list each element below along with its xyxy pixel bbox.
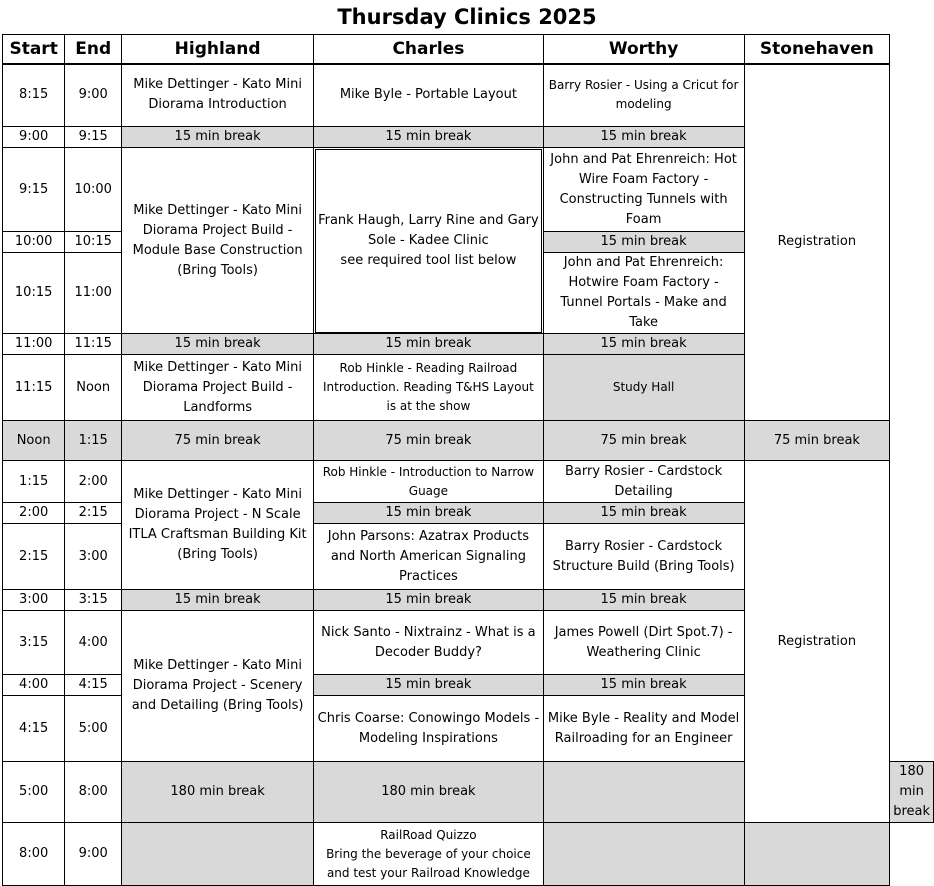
end-time: 11:15 <box>65 334 122 355</box>
session-cell: Mike Byle - Portable Layout <box>314 64 543 127</box>
session-cell: Mike Dettinger - Kato Mini Diorama Project Build - Landforms <box>122 355 314 421</box>
end-time: 2:15 <box>65 503 122 524</box>
session-cell: Chris Coarse: Conowingo Models - Modeling Inspirations <box>314 696 543 762</box>
break-cell: 75 min break <box>314 421 543 461</box>
end-time: 2:00 <box>65 461 122 503</box>
table-row <box>3 461 934 503</box>
session-cell: James Powell (Dirt Spot.7) - Weathering Clinic <box>543 611 744 675</box>
session-cell <box>314 823 543 886</box>
end-time: 9:00 <box>65 64 122 127</box>
page-title: Thursday Clinics 2025 <box>337 5 597 29</box>
start-time: 4:00 <box>3 675 65 696</box>
break-cell: 15 min break <box>122 590 314 611</box>
start-time: 4:15 <box>3 696 65 762</box>
start-time: 3:00 <box>3 590 65 611</box>
break-cell: 15 min break <box>314 334 543 355</box>
registration-cell: Registration <box>744 461 890 823</box>
end-time: 3:00 <box>65 524 122 590</box>
start-time: 2:00 <box>3 503 65 524</box>
schedule-table <box>2 34 934 886</box>
end-time: 4:15 <box>65 675 122 696</box>
start-time: 9:00 <box>3 127 65 148</box>
end-time: 8:00 <box>65 762 122 823</box>
start-time: 2:15 <box>3 524 65 590</box>
break-cell: 15 min break <box>543 590 744 611</box>
empty-cell <box>122 823 314 886</box>
start-time: 8:15 <box>3 64 65 127</box>
end-time: 9:15 <box>65 127 122 148</box>
header-worthy: Worthy <box>543 35 744 64</box>
start-time: 5:00 <box>3 762 65 823</box>
session-cell: Mike Byle - Reality and Model Railroading for an Engineer <box>543 696 744 762</box>
session-cell: Mike Dettinger - Kato Mini Diorama Project Build - Module Base Construction (Bring Tools) <box>122 148 314 334</box>
session-cell: Barry Rosier - Cardstock Structure Build (Bring Tools) <box>543 524 744 590</box>
session-cell: John and Pat Ehrenreich: Hotwire Foam Factory - Tunnel Portals - Make and Take <box>543 253 744 334</box>
session-cell: Barry Rosier - Using a Cricut for modeling <box>543 64 744 127</box>
table-row <box>3 64 934 127</box>
end-time: Noon <box>65 355 122 421</box>
session-note: see required tool list below <box>340 252 517 268</box>
start-time: 10:00 <box>3 232 65 253</box>
session-cell: John and Pat Ehrenreich: Hot Wire Foam Factory - Constructing Tunnels with Foam <box>543 148 744 232</box>
empty-cell <box>744 823 890 886</box>
empty-cell <box>543 762 744 823</box>
start-time: 1:15 <box>3 461 65 503</box>
session-cell: Mike Dettinger - Kato Mini Diorama Introduction <box>122 64 314 127</box>
session-cell: Barry Rosier - Cardstock Detailing <box>543 461 744 503</box>
end-time: 9:00 <box>65 823 122 886</box>
break-cell: 15 min break <box>314 127 543 148</box>
session-title: RailRoad Quizzo <box>380 827 477 842</box>
break-cell: 15 min break <box>543 675 744 696</box>
break-cell: 15 min break <box>543 127 744 148</box>
start-time: 10:15 <box>3 253 65 334</box>
break-cell: 15 min break <box>314 503 543 524</box>
break-cell: 15 min break <box>543 503 744 524</box>
break-cell: 15 min break <box>543 334 744 355</box>
break-cell: 15 min break <box>314 675 543 696</box>
session-cell: Mike Dettinger - Kato Mini Diorama Project - N Scale ITLA Craftsman Building Kit (Bring Tools) <box>122 461 314 590</box>
end-time: 3:15 <box>65 590 122 611</box>
empty-cell <box>543 823 744 886</box>
end-time: 10:15 <box>65 232 122 253</box>
header-start: Start <box>3 35 65 64</box>
session-cell: Mike Dettinger - Kato Mini Diorama Project - Scenery and Detailing (Bring Tools) <box>122 611 314 762</box>
end-time: 5:00 <box>65 696 122 762</box>
break-cell: 180 min break <box>122 762 314 823</box>
header-row <box>3 35 934 64</box>
session-cell: John Parsons: Azatrax Products and North American Signaling Practices <box>314 524 543 590</box>
end-time: 4:00 <box>65 611 122 675</box>
header-highland: Highland <box>122 35 314 64</box>
session-title: Frank Haugh, Larry Rine and Gary Sole - Kadee Clinic <box>318 212 539 248</box>
session-cell: Nick Santo - Nixtrainz - What is a Decoder Buddy? <box>314 611 543 675</box>
start-time: 8:00 <box>3 823 65 886</box>
study-hall-cell: Study Hall <box>543 355 744 421</box>
header-charles: Charles <box>314 35 543 64</box>
break-cell: 180 min break <box>314 762 543 823</box>
session-cell: Rob Hinkle - Reading Railroad Introduction. Reading T&HS Layout is at the show <box>314 355 543 421</box>
break-cell: 15 min break <box>122 334 314 355</box>
break-cell: 180 min break <box>890 762 934 823</box>
break-cell: 75 min break <box>122 421 314 461</box>
break-cell: 15 min break <box>122 127 314 148</box>
end-time: 10:00 <box>65 148 122 232</box>
start-time: 3:15 <box>3 611 65 675</box>
break-cell: 15 min break <box>314 590 543 611</box>
break-cell: 75 min break <box>543 421 744 461</box>
session-cell: Rob Hinkle - Introduction to Narrow Guage <box>314 461 543 503</box>
header-end: End <box>65 35 122 64</box>
start-time: Noon <box>3 421 65 461</box>
break-cell: 75 min break <box>744 421 890 461</box>
start-time: 11:15 <box>3 355 65 421</box>
break-cell: 15 min break <box>543 232 744 253</box>
end-time: 1:15 <box>65 421 122 461</box>
start-time: 9:15 <box>3 148 65 232</box>
table-row <box>3 823 934 886</box>
registration-cell: Registration <box>744 64 890 421</box>
start-time: 11:00 <box>3 334 65 355</box>
table-row <box>3 421 934 461</box>
end-time: 11:00 <box>65 253 122 334</box>
session-cell <box>314 148 543 334</box>
session-note: Bring the beverage of your choice and test your Railroad Knowledge <box>326 846 531 880</box>
header-stonehaven: Stonehaven <box>744 35 890 64</box>
